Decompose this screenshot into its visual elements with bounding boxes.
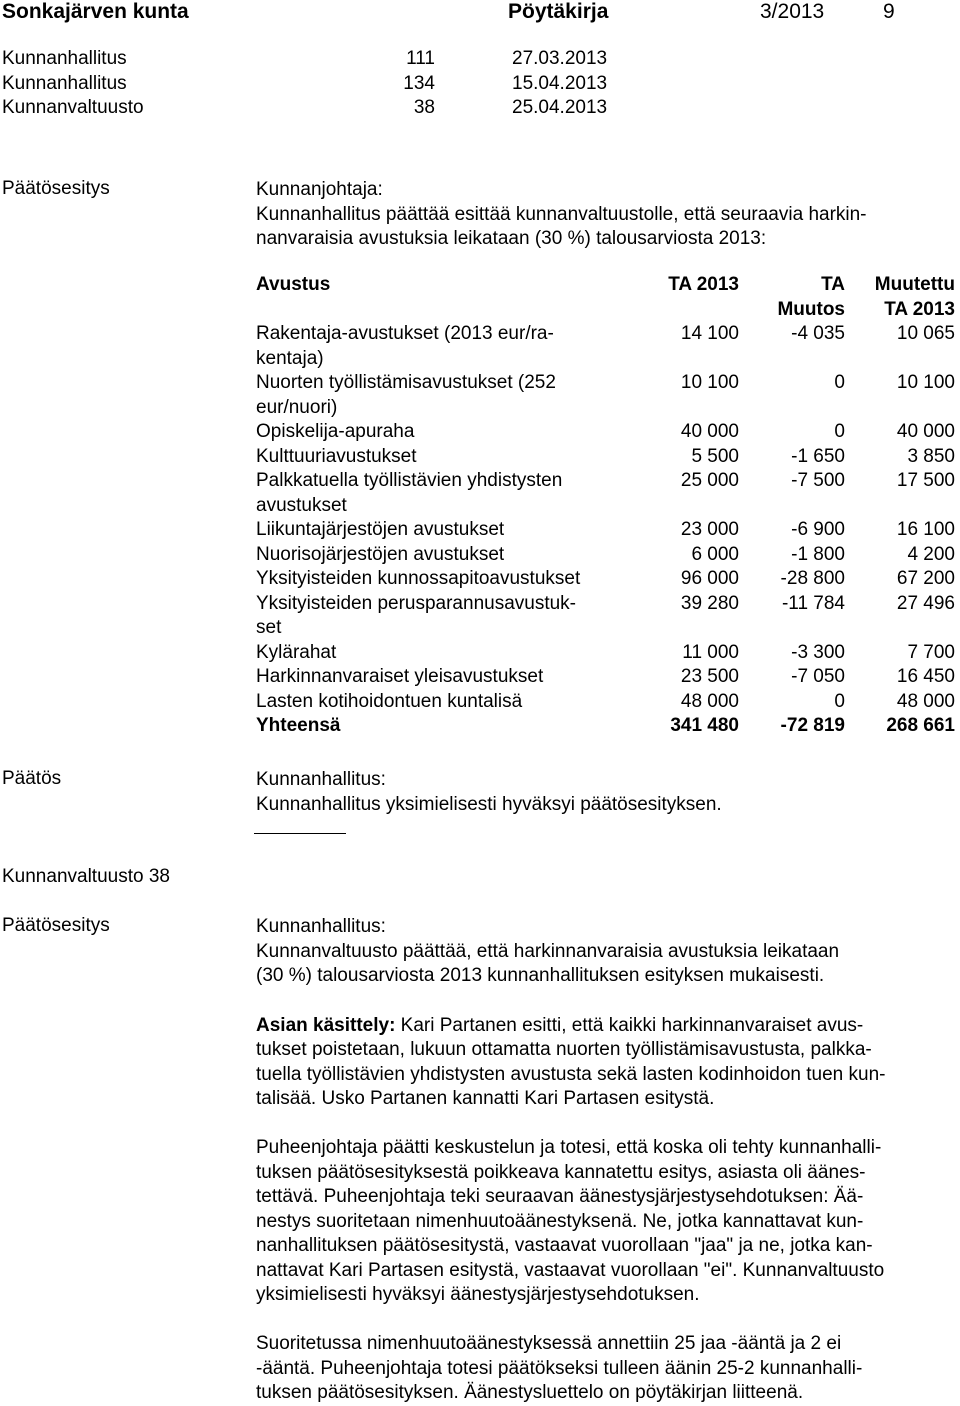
reference-number: 111 [406, 48, 435, 69]
grant-name: Liikuntajärjestöjen avustukset [256, 519, 505, 540]
proposal-line: Kunnanhallitus päättää esittää kunnanvaltuustolle, että seuraavia harkin- [256, 204, 867, 225]
grant-name: Rakentaja-avustukset (2013 eur/ra- [256, 323, 554, 344]
budget-value: 96 000 [680, 568, 739, 589]
table-row [256, 518, 956, 543]
table-row-continuation [256, 494, 956, 519]
handling-line: tukset poistetaan, lukuun ottamatta nuorten työllistämisavustusta, palkka- [256, 1039, 872, 1060]
separator-line [254, 833, 346, 834]
revised-value: 17 500 [896, 470, 955, 491]
change-value: -7 500 [791, 470, 845, 491]
reference-body: Kunnanvaltuusto [2, 97, 144, 118]
grant-name: Yksityisteiden kunnossapitoavustukset [256, 568, 581, 589]
paragraph-line: Suoritetussa nimenhuutoäänestyksessä annettiin 25 jaa -ääntä ja 2 ei [256, 1333, 842, 1354]
grant-name-continued: kentaja) [256, 347, 324, 369]
reference-body: Kunnanhallitus [2, 48, 127, 69]
header-grant-cont [256, 298, 636, 323]
grant-name-continued: set [256, 617, 282, 638]
table-header-row [256, 298, 956, 323]
table-row [256, 371, 956, 396]
budget-value: 40 000 [680, 421, 739, 442]
total-budget: 341 480 [670, 715, 739, 736]
change-value: -3 300 [791, 641, 845, 663]
header-change-cont: Muutos [777, 298, 845, 320]
budget-value: 23 000 [680, 519, 739, 540]
change-value: 0 [834, 421, 845, 442]
reference-body: Kunnanhallitus [2, 73, 127, 94]
table-row [256, 641, 956, 666]
section-label: Päätösesitys [2, 915, 110, 936]
proposal-line: nanvaraisia avustuksia leikataan (30 %) talousarviosta 2013: [256, 228, 767, 249]
change-value: 0 [834, 372, 845, 393]
budget-value: 39 280 [680, 592, 739, 614]
header-revised: Muutettu [874, 274, 955, 295]
handling-text: Kari Partanen esitti, että kaikki harkinnanvaraiset avus- [395, 1015, 864, 1036]
handling-line: tuella työllistävien yhdistysten avustusta sekä lasten kodinhoidon tuen kun- [256, 1064, 886, 1085]
revised-value: 10 065 [896, 323, 955, 344]
paragraph-line: nattavat Kari Partasen esitystä, vastaavat vuorollaan "ei". Kunnanvaltuusto [256, 1260, 885, 1281]
budget-value: 11 000 [682, 641, 739, 663]
change-value: -4 035 [791, 323, 845, 344]
table-row-continuation [256, 347, 956, 372]
grants-table [256, 273, 956, 739]
revised-value: 10 100 [896, 372, 955, 393]
paragraph-line: yksimielisesti hyväksyi äänestysjärjestysehdotuksen. [256, 1284, 700, 1305]
header-change: TA [821, 274, 845, 295]
change-value: -7 050 [791, 666, 845, 687]
header-budget-cont [636, 298, 739, 323]
change-value: -6 900 [791, 519, 845, 540]
table-row [256, 322, 956, 347]
grant-name: Palkkatuella työllistävien yhdistysten [256, 470, 563, 491]
proposal-line: Kunnanvaltuusto päättää, että harkinnanvaraisia avustuksia leikataan [256, 941, 840, 962]
presenter: Kunnanhallitus: [256, 916, 386, 937]
grant-name: Lasten kotihoidontuen kuntalisä [256, 690, 523, 712]
section-label: Päätösesitys [2, 178, 110, 199]
paragraph-line: nestys suoritetaan nimenhuutoäänestyksenä. Ne, jotka kannattavat kun- [256, 1211, 864, 1232]
paragraph-line: tuksen päätösesityksen. Äänestysluettelo on pöytäkirjan liitteenä. [256, 1382, 804, 1403]
presenter: Kunnanjohtaja: [256, 179, 383, 200]
budget-value: 23 500 [680, 666, 739, 687]
table-body [256, 322, 956, 714]
budget-value: 25 000 [680, 470, 739, 491]
table-row [256, 420, 956, 445]
table-row [256, 592, 956, 617]
table-row [256, 469, 956, 494]
change-value: -28 800 [780, 568, 845, 589]
header-revised-cont: TA 2013 [884, 298, 955, 320]
paragraph-line: nanhallituksen päätösesitystä, vastaavat vuorollaan "jaa" ja ne, jotka kan- [256, 1235, 873, 1256]
handling-label: Asian käsittely: [256, 1015, 396, 1036]
budget-value: 6 000 [691, 543, 739, 565]
table-total-row [256, 714, 956, 739]
revised-value: 40 000 [896, 421, 955, 442]
budget-value: 10 100 [680, 372, 739, 393]
budget-value: 5 500 [691, 445, 739, 467]
total-revised: 268 661 [886, 715, 955, 736]
grant-name: Yksityisteiden perusparannusavustuk- [256, 592, 577, 614]
table-row [256, 690, 956, 715]
paragraph-line: Puheenjohtaja päätti keskustelun ja totesi, että koska oli tehty kunnanhalli- [256, 1137, 882, 1158]
total-change: -72 819 [780, 715, 845, 736]
decision-text: Kunnanhallitus yksimielisesti hyväksyi päätösesityksen. [256, 794, 722, 815]
table-row-continuation [256, 616, 956, 641]
paragraph-line: -ääntä. Puheenjohtaja totesi päätökseksi tulleen äänin 25-2 kunnanhalli- [256, 1358, 863, 1379]
total-label: Yhteensä [256, 715, 341, 736]
grant-name: Nuorten työllistämisavustukset (252 [256, 372, 556, 393]
budget-value: 48 000 [680, 690, 739, 712]
handling-line [256, 1014, 863, 1039]
grant-name: Opiskelija-apuraha [256, 421, 415, 442]
proposal-line: (30 %) talousarviosta 2013 kunnanhallituksen esityksen mukaisesti. [256, 965, 825, 986]
revised-value: 27 496 [896, 592, 955, 614]
handling-line: talisää. Usko Partanen kannatti Kari Partasen esitystä. [256, 1088, 715, 1109]
revised-value: 48 000 [896, 690, 955, 712]
grant-name-continued: avustukset [256, 494, 347, 516]
grant-name: Kulttuuriavustukset [256, 445, 417, 467]
budget-value: 14 100 [680, 323, 739, 344]
reference-date: 15.04.2013 [512, 73, 608, 94]
table-row [256, 445, 956, 470]
organization-name: Sonkajärven kunta [2, 0, 189, 23]
header-grant: Avustus [256, 274, 331, 295]
table-row [256, 543, 956, 568]
reference-date: 25.04.2013 [512, 97, 608, 118]
council-heading: Kunnanvaltuusto 38 [2, 866, 170, 887]
grant-name-continued: eur/nuori) [256, 396, 338, 418]
change-value: 0 [834, 690, 845, 712]
section-label: Päätös [2, 768, 62, 789]
revised-value: 16 100 [896, 519, 955, 540]
grant-name: Harkinnanvaraiset yleisavustukset [256, 666, 544, 687]
paragraph-line: tettävä. Puheenjohtaja teki seuraavan äänestysjärjestysehdotuksen: Ää- [256, 1186, 864, 1207]
revised-value: 67 200 [896, 568, 955, 589]
presenter: Kunnanhallitus: [256, 769, 386, 790]
reference-number: 134 [403, 73, 435, 94]
table-row [256, 665, 956, 690]
change-value: -1 650 [791, 445, 845, 467]
table-row-continuation [256, 396, 956, 421]
document-type: Pöytäkirja [508, 0, 609, 23]
header-budget: TA 2013 [668, 274, 739, 295]
revised-value: 4 200 [907, 543, 955, 565]
revised-value: 16 450 [896, 666, 955, 687]
revised-value: 7 700 [907, 641, 955, 663]
table-row [256, 567, 956, 592]
table-header-row [256, 273, 956, 298]
grant-name: Nuorisojärjestöjen avustukset [256, 543, 505, 565]
reference-number: 38 [413, 97, 435, 118]
page-number: 9 [883, 0, 895, 23]
change-value: -11 784 [781, 592, 845, 614]
grant-name: Kylärahat [256, 641, 337, 663]
document-number: 3/2013 [760, 0, 825, 23]
revised-value: 3 850 [907, 445, 955, 467]
paragraph-line: tuksen päätösesityksestä poikkeava kannatettu esitys, asiasta oli äänes- [256, 1162, 866, 1183]
reference-date: 27.03.2013 [512, 48, 608, 69]
change-value: -1 800 [791, 543, 845, 565]
